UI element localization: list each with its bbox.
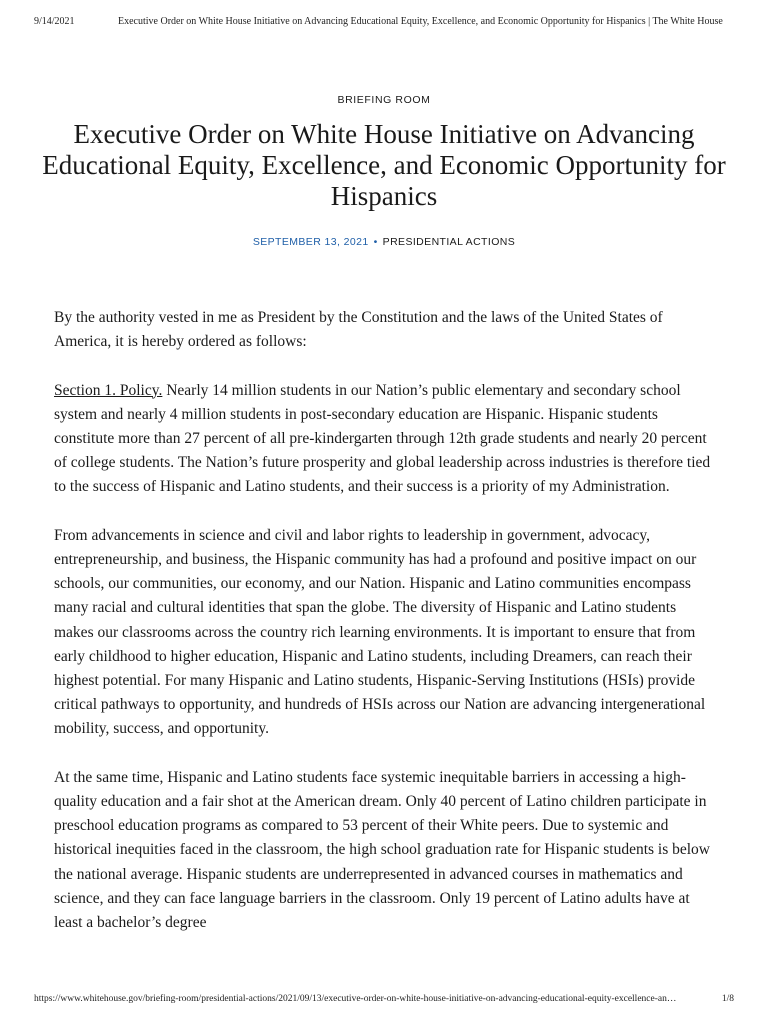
print-header <box>34 16 734 32</box>
page-title: Executive Order on White House Initiative on Advancing Educational Equity, Excellence, and Economic Opportunity for Hispanics <box>42 119 726 211</box>
print-url: https://www.whitehouse.gov/briefing-room/presidential-actions/2021/09/13/executive-order-on-white-house-initiative-on-advancing-educational-equity-excellence-an… <box>34 994 677 1004</box>
paragraph-section-1 <box>54 379 716 500</box>
page-number: 1/8 <box>721 994 734 1004</box>
print-footer <box>34 994 734 1008</box>
section-1-text: Nearly 14 million students in our Nation’s public elementary and secondary school system and nearly 4 million students in post-secondary education are Hispanic. Hispanic students constitute more than 27 percent of all pre-kindergarten through 12th grade students and nearly 20 percent of college students. The Nation’s future prosperity and global leadership across industries is therefore tied to the success of Hispanic and Latino students, and their success is a priority of my Administration. <box>54 381 711 496</box>
section-1-heading: Section 1. Policy. <box>54 381 163 399</box>
print-date: 9/14/2021 <box>34 16 75 27</box>
meta-separator: • <box>373 236 378 248</box>
print-doc-title: Executive Order on White House Initiative on Advancing Educational Equity, Excellence, and Economic Opportunity for Hispanics | The White House <box>118 16 723 27</box>
category-link[interactable]: PRESIDENTIAL ACTIONS <box>382 236 516 248</box>
paragraph-intro: By the authority vested in me as President by the Constitution and the laws of the United States of America, it is hereby ordered as follows: <box>54 309 663 351</box>
article-body <box>54 306 716 959</box>
publish-date-link[interactable]: SEPTEMBER 13, 2021 <box>252 236 369 248</box>
article-meta <box>0 236 768 248</box>
paragraph-2: From advancements in science and civil and labor rights to leadership in government, advocacy, entrepreneurship, and business, the Hispanic community has had a profound and positive impact on our schools, our communities, our economy, and our Nation. Hispanic and Latino communities encompass many racial and cultural identities that span the globe. The diversity of Hispanic and Latino students makes our classrooms across the country rich learning environments. It is important to ensure that from early childhood to higher education, Hispanic and Latino students, including Dreamers, can reach their highest potential. For many Hispanic and Latino students, Hispanic-Serving Institutions (HSIs) provide critical pathways to opportunity, and hundreds of HSIs across our Nation are advancing intergenerational mobility, success, and opportunity. <box>54 526 706 738</box>
paragraph-3: At the same time, Hispanic and Latino students face systemic inequitable barriers in accessing a high-quality education and a fair shot at the American dream. Only 40 percent of Latino children participate in preschool education programs as compared to 53 percent of their White peers. Due to systemic and historical inequities faced in the classroom, the high school graduation rate for Hispanic students is below the national average. Hispanic students are underrepresented in advanced courses in mathematics and science, and they can face language barriers in the classroom. Only 19 percent of Latino adults have at least a bachelor’s degree <box>54 768 711 932</box>
section-kicker[interactable]: BRIEFING ROOM <box>337 94 431 106</box>
